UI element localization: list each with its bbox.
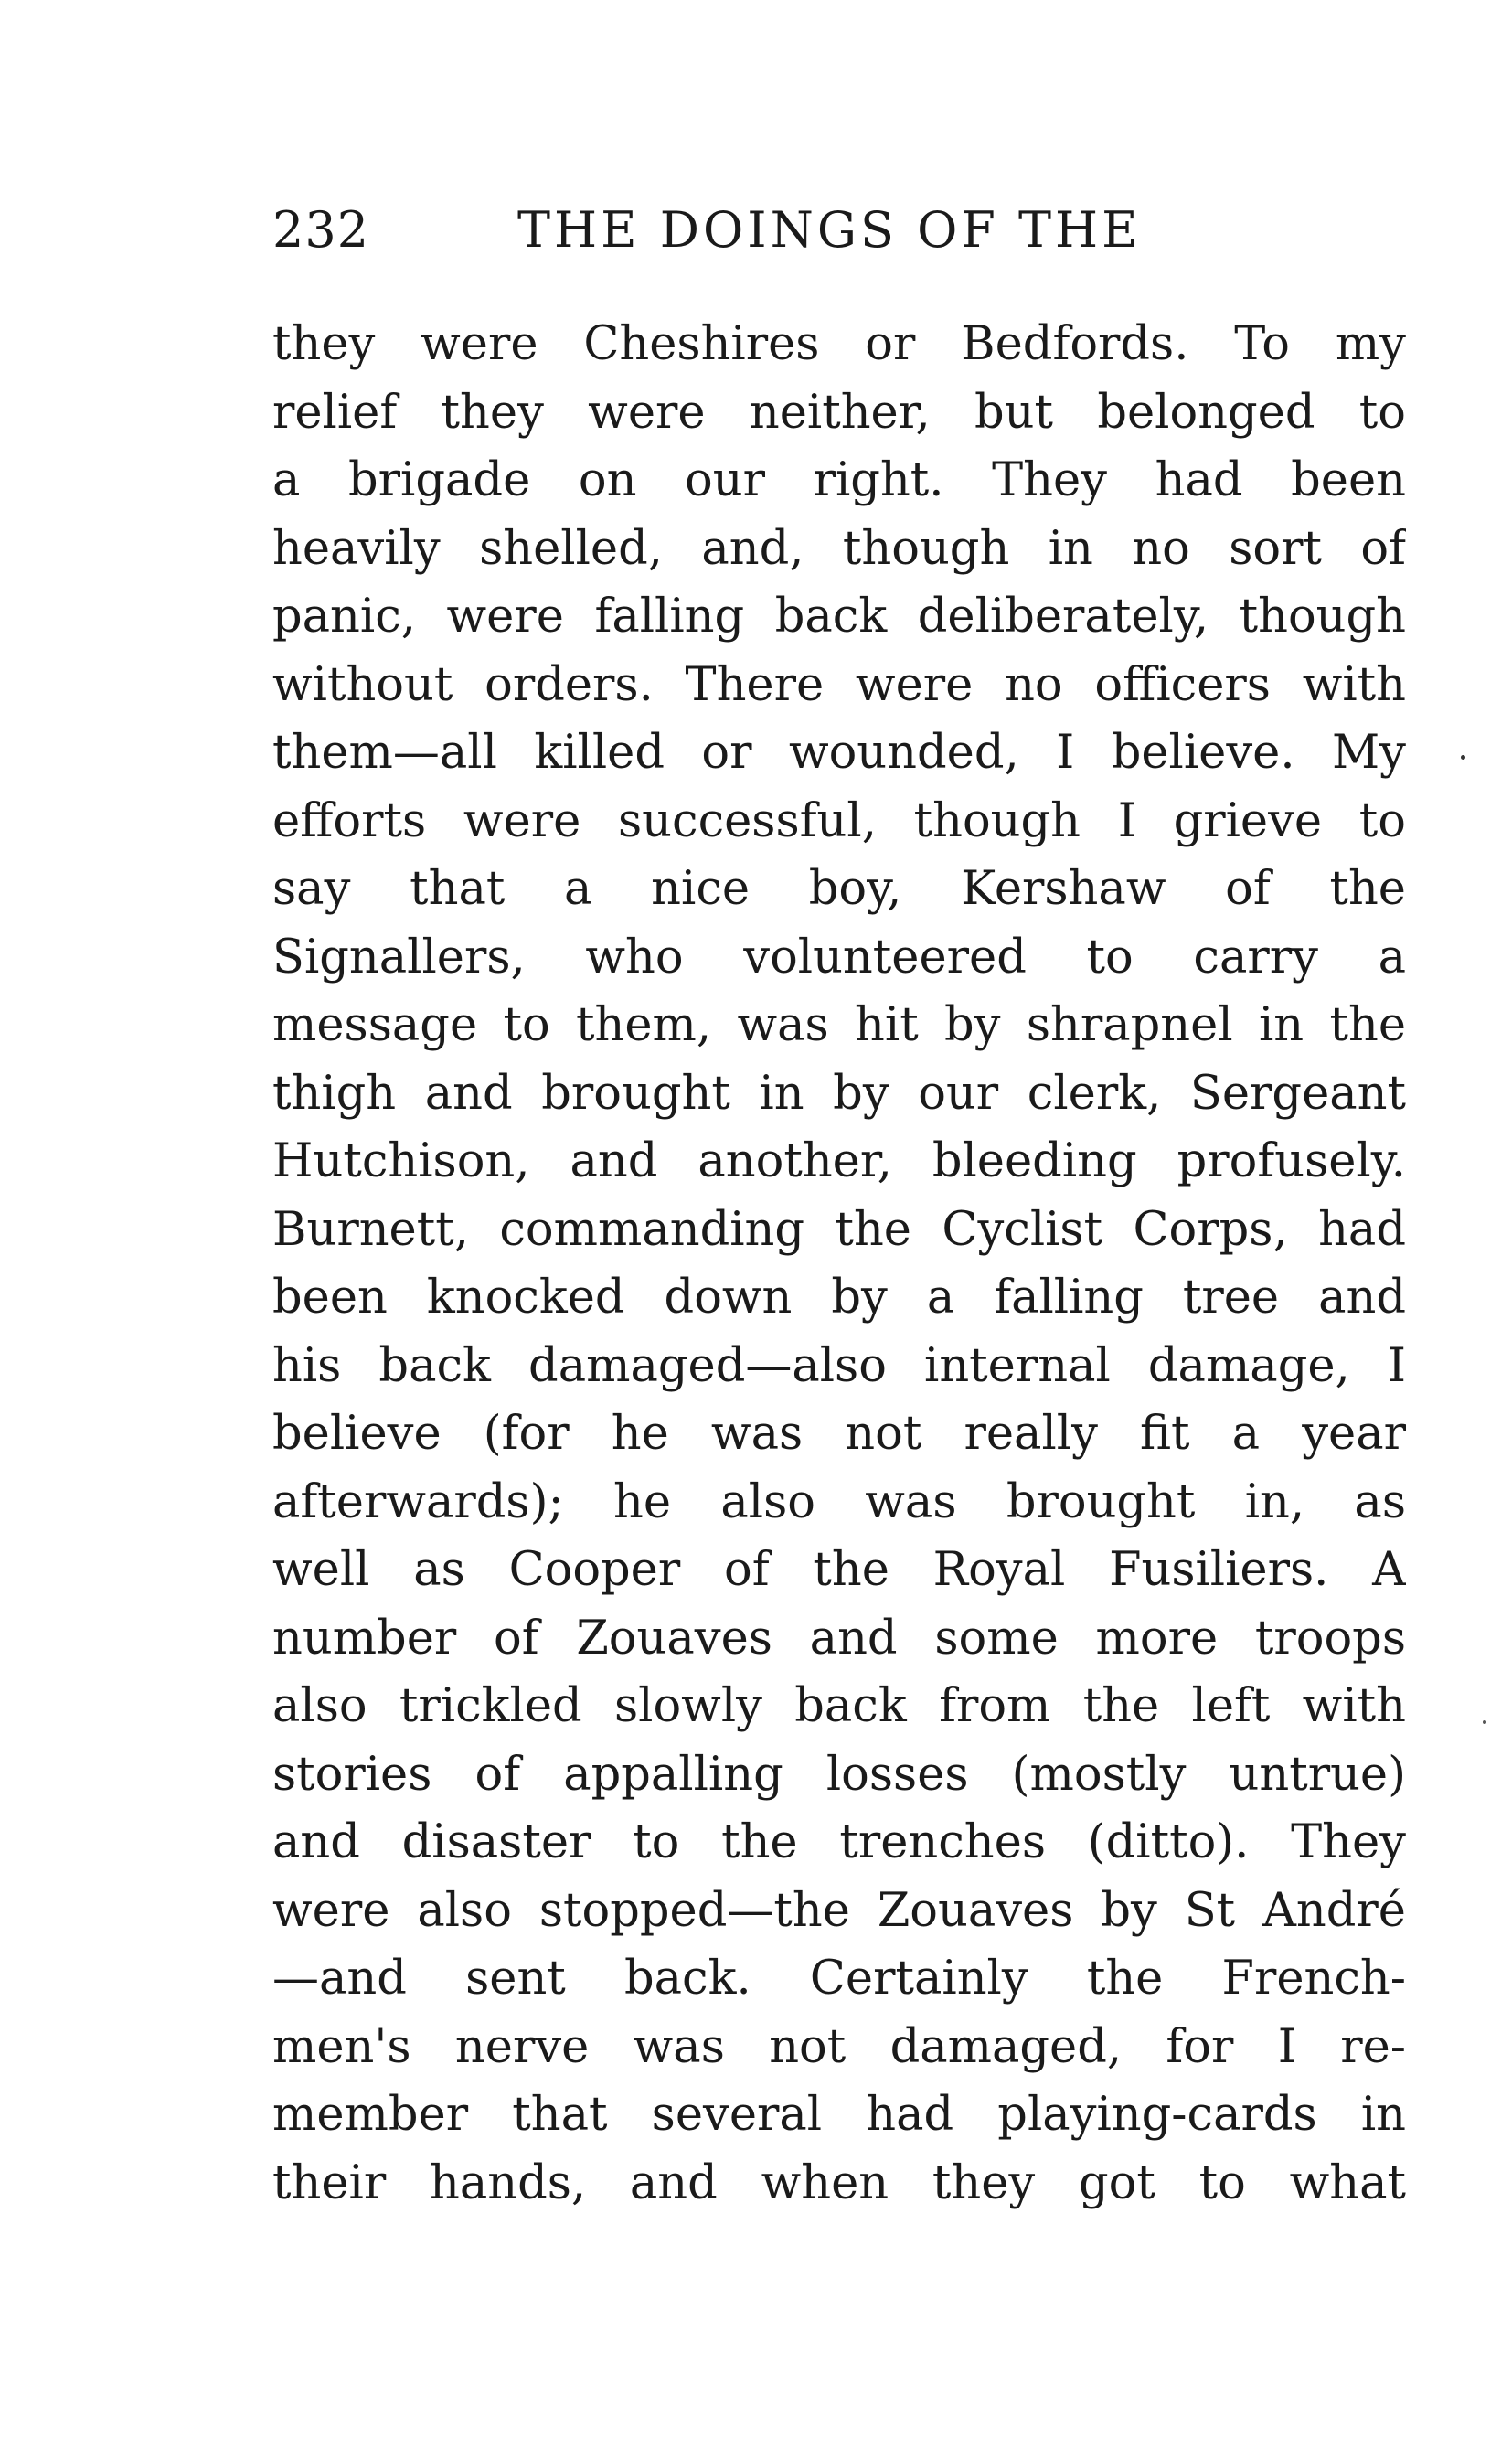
- text-line: stories of appalling losses (mostly untrue): [272, 1747, 1406, 1802]
- text-line: his back damaged—also internal damage, I: [272, 1338, 1406, 1393]
- running-title: THE DOINGS OF THE: [517, 201, 1142, 259]
- text-line: without orders. There were no officers with: [272, 657, 1406, 712]
- text-line: thigh and brought in by our clerk, Sergeant: [272, 1066, 1406, 1121]
- text-line: afterwards); he also was brought in, as: [272, 1474, 1406, 1529]
- text-line: efforts were successful, though I grieve to: [272, 793, 1406, 848]
- text-line: they were Cheshires or Bedfords. To my: [272, 317, 1406, 371]
- text-line: —and sent back. Certainly the French-: [272, 1952, 1406, 2006]
- text-line: them—all killed or wounded, I believe. My: [272, 726, 1406, 780]
- text-line: number of Zouaves and some more troops: [272, 1611, 1406, 1665]
- text-line: member that several had playing-cards in: [272, 2088, 1406, 2142]
- text-line: men's nerve was not damaged, for I re-: [272, 2019, 1406, 2074]
- text-line: also trickled slowly back from the left with: [272, 1679, 1406, 1733]
- page-number: 232: [272, 201, 370, 259]
- text-line: their hands, and when they got to what: [272, 2155, 1406, 2210]
- body-text: [272, 311, 1406, 2218]
- text-line: Hutchison, and another, bleeding profusely.: [272, 1134, 1406, 1188]
- text-line: relief they were neither, but belonged to: [272, 385, 1406, 440]
- ink-speck: [1483, 1720, 1486, 1724]
- text-line: well as Cooper of the Royal Fusiliers. A: [272, 1543, 1406, 1597]
- text-line: message to them, was hit by shrapnel in the: [272, 998, 1406, 1052]
- text-line: heavily shelled, and, though in no sort of: [272, 521, 1406, 576]
- text-line: been knocked down by a falling tree and: [272, 1271, 1406, 1325]
- text-line: Burnett, commanding the Cyclist Corps, had: [272, 1202, 1406, 1257]
- text-line: say that a nice boy, Kershaw of the: [272, 862, 1406, 916]
- running-head: [272, 201, 1406, 265]
- ink-speck: [1461, 755, 1465, 760]
- text-line: panic, were falling back deliberately, though: [272, 590, 1406, 644]
- text-line: a brigade on our right. They had been: [272, 453, 1406, 507]
- text-line: and disaster to the trenches (ditto). They: [272, 1815, 1406, 1869]
- text-line: were also stopped—the Zouaves by St André: [272, 1883, 1406, 1938]
- text-line: Signallers, who volunteered to carry a: [272, 930, 1406, 984]
- text-line: believe (for he was not really fit a year: [272, 1407, 1406, 1461]
